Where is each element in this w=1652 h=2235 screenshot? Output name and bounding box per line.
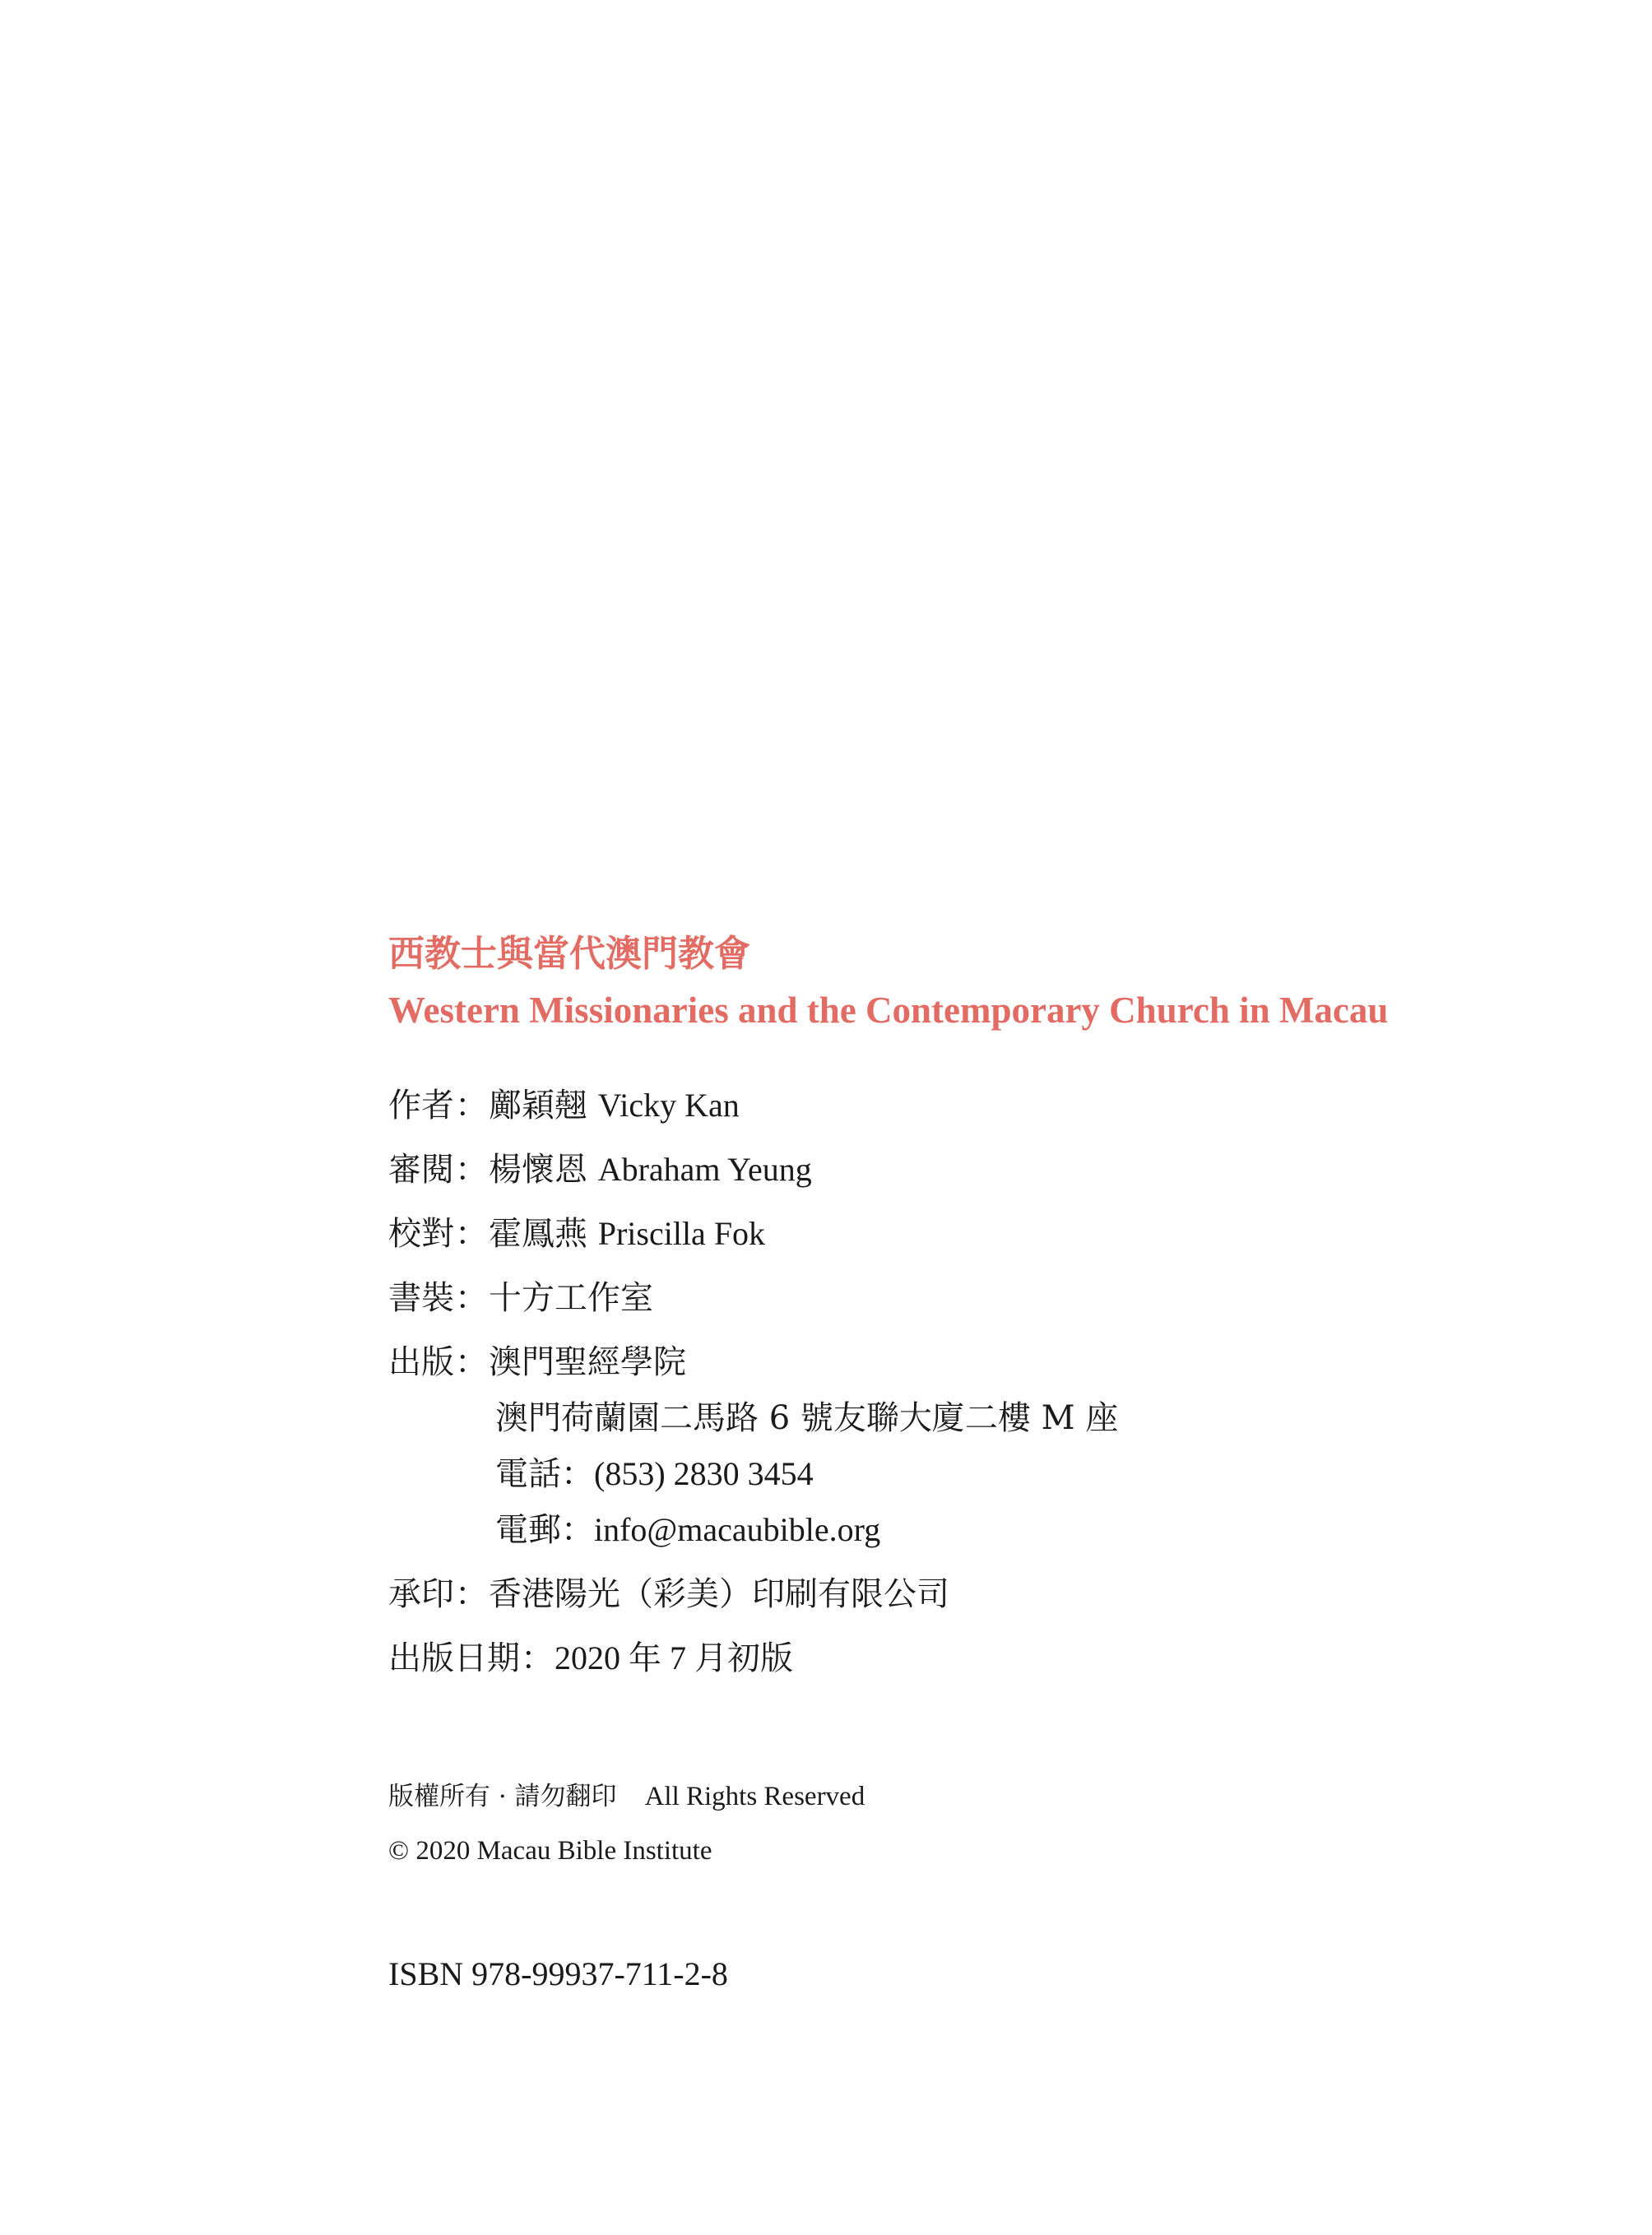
publisher-name: 澳門聖經學院 — [489, 1343, 686, 1380]
email-label: 電郵 — [495, 1511, 561, 1549]
design-separator: ： — [455, 1279, 488, 1317]
reviewer-name-chinese: 楊懷恩 — [489, 1151, 587, 1188]
rights-block — [388, 1777, 1376, 1870]
publication-date-label: 出版日期 — [388, 1639, 520, 1677]
phone-label: 電話 — [495, 1455, 561, 1493]
proofreader-separator: ： — [455, 1215, 488, 1253]
credit-reviewer — [388, 1147, 1540, 1193]
printer-separator: ： — [455, 1575, 488, 1613]
design-studio-name: 十方工作室 — [489, 1279, 653, 1316]
email-separator: ： — [561, 1511, 594, 1549]
isbn-number: ISBN 978-99937-711-2-8 — [388, 1955, 728, 1992]
publication-date-value: 2020 年 7 月初版 — [555, 1639, 793, 1676]
rights-statement-chinese: 版權所有 · 請勿翻印 — [388, 1782, 617, 1811]
publisher-label: 出版 — [388, 1343, 454, 1381]
credits-list — [388, 1083, 1540, 1681]
book-title-chinese: 西教士與當代澳門教會 — [388, 933, 750, 975]
phone-separator: ： — [561, 1455, 594, 1493]
rights-statement — [388, 1777, 1376, 1815]
printer-name: 香港陽光（彩美）印刷有限公司 — [489, 1575, 949, 1612]
rights-statement-english: All Rights Reserved — [644, 1782, 865, 1811]
phone-number: (853) 2830 3454 — [594, 1455, 814, 1492]
proofreader-name-chinese: 霍鳳燕 — [489, 1215, 587, 1252]
publisher-phone — [388, 1451, 1540, 1497]
book-title-english: Western Missionaries and the Contemporary Church in Macau — [388, 990, 1389, 1031]
credit-publisher — [388, 1339, 1540, 1385]
author-label: 作者 — [388, 1087, 454, 1124]
reviewer-separator: ： — [455, 1151, 488, 1189]
design-label: 書裝 — [388, 1279, 454, 1317]
author-separator: ： — [455, 1087, 488, 1124]
proofreader-label: 校對 — [388, 1215, 454, 1253]
credit-publication-date — [388, 1635, 1540, 1681]
author-name-chinese: 鄺穎翹 — [489, 1087, 587, 1124]
credit-printer — [388, 1571, 1540, 1617]
reviewer-name-english: Abraham Yeung — [597, 1151, 812, 1188]
publisher-address: 澳門荷蘭園二馬路 6 號友聯大廈二樓 M 座 — [495, 1399, 1119, 1437]
publisher-separator: ： — [455, 1343, 488, 1381]
author-name-english: Vicky Kan — [597, 1087, 740, 1124]
email-address: info@macaubible.org — [594, 1511, 881, 1548]
credit-proofreader — [388, 1211, 1540, 1257]
reviewer-label: 審閱 — [388, 1151, 454, 1189]
book-title-block — [388, 930, 1622, 1035]
credit-design — [388, 1275, 1540, 1321]
copyright-notice: © 2020 Macau Bible Institute — [388, 1836, 712, 1866]
credit-author — [388, 1083, 1540, 1129]
publisher-email — [388, 1507, 1540, 1553]
publication-date-separator: ： — [521, 1639, 554, 1677]
proofreader-name-english: Priscilla Fok — [597, 1215, 766, 1252]
printer-label: 承印 — [388, 1575, 454, 1613]
